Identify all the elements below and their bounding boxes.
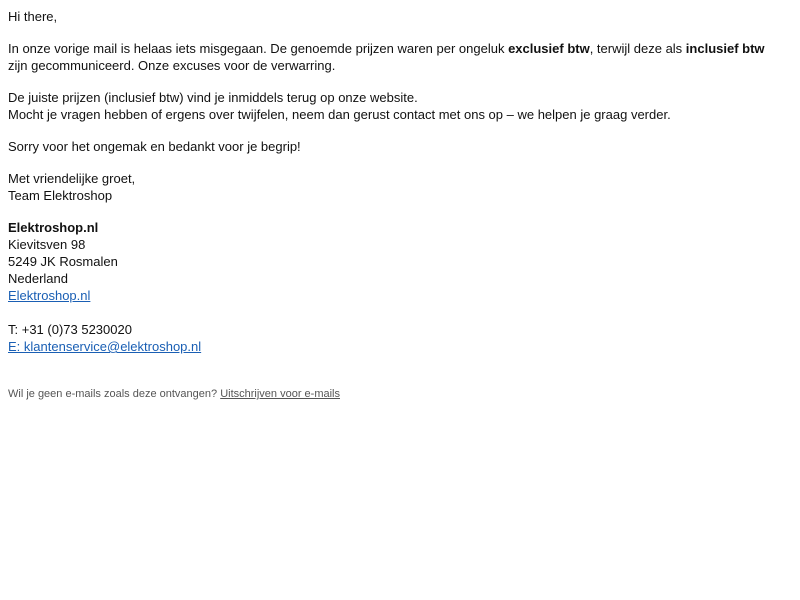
signature-company: Elektroshop.nl [8, 220, 99, 235]
greeting: Hi there, [8, 9, 58, 24]
emphasis-inclusive-vat: inclusief btw [685, 41, 765, 56]
signature-website-link[interactable]: Elektroshop.nl [8, 288, 91, 303]
signature-city: 5249 JK Rosmalen [8, 254, 118, 269]
paragraph-text: , terwijl deze als [589, 41, 686, 56]
closing-team: Team Elektroshop [8, 188, 113, 203]
signature [8, 219, 784, 355]
footer-text: Wil je geen e-mails zoals deze ontvangen? [8, 388, 221, 400]
closing-greeting: Met vriendelijke groet, [8, 171, 136, 186]
footer [8, 387, 784, 401]
paragraph-text: In onze vorige mail is helaas iets misgegaan. De genoemde prijzen waren per ongeluk [8, 41, 509, 56]
signature-country: Nederland [8, 271, 68, 286]
signature-street: Kievitsven 98 [8, 237, 86, 252]
signature-email-link[interactable]: E: klantenservice@elektroshop.nl [8, 339, 202, 354]
signature-phone: T: +31 (0)73 5230020 [8, 322, 132, 337]
paragraph-correct-prices: De juiste prijzen (inclusief btw) vind je inmiddels terug op onze website. [8, 90, 418, 105]
paragraph-apology: Sorry voor het ongemak en bedankt voor je begrip! [8, 139, 301, 154]
unsubscribe-link[interactable]: Uitschrijven voor e-mails [220, 388, 340, 400]
paragraph-contact: Mocht je vragen hebben of ergens over twijfelen, neem dan gerust contact met ons op – we helpen je graag verder. [8, 107, 671, 122]
emphasis-exclusive-vat: exclusief btw [508, 41, 590, 56]
paragraph-text: zijn gecommuniceerd. Onze excuses voor de verwarring. [8, 58, 336, 73]
paragraph-price-correction [8, 40, 784, 74]
